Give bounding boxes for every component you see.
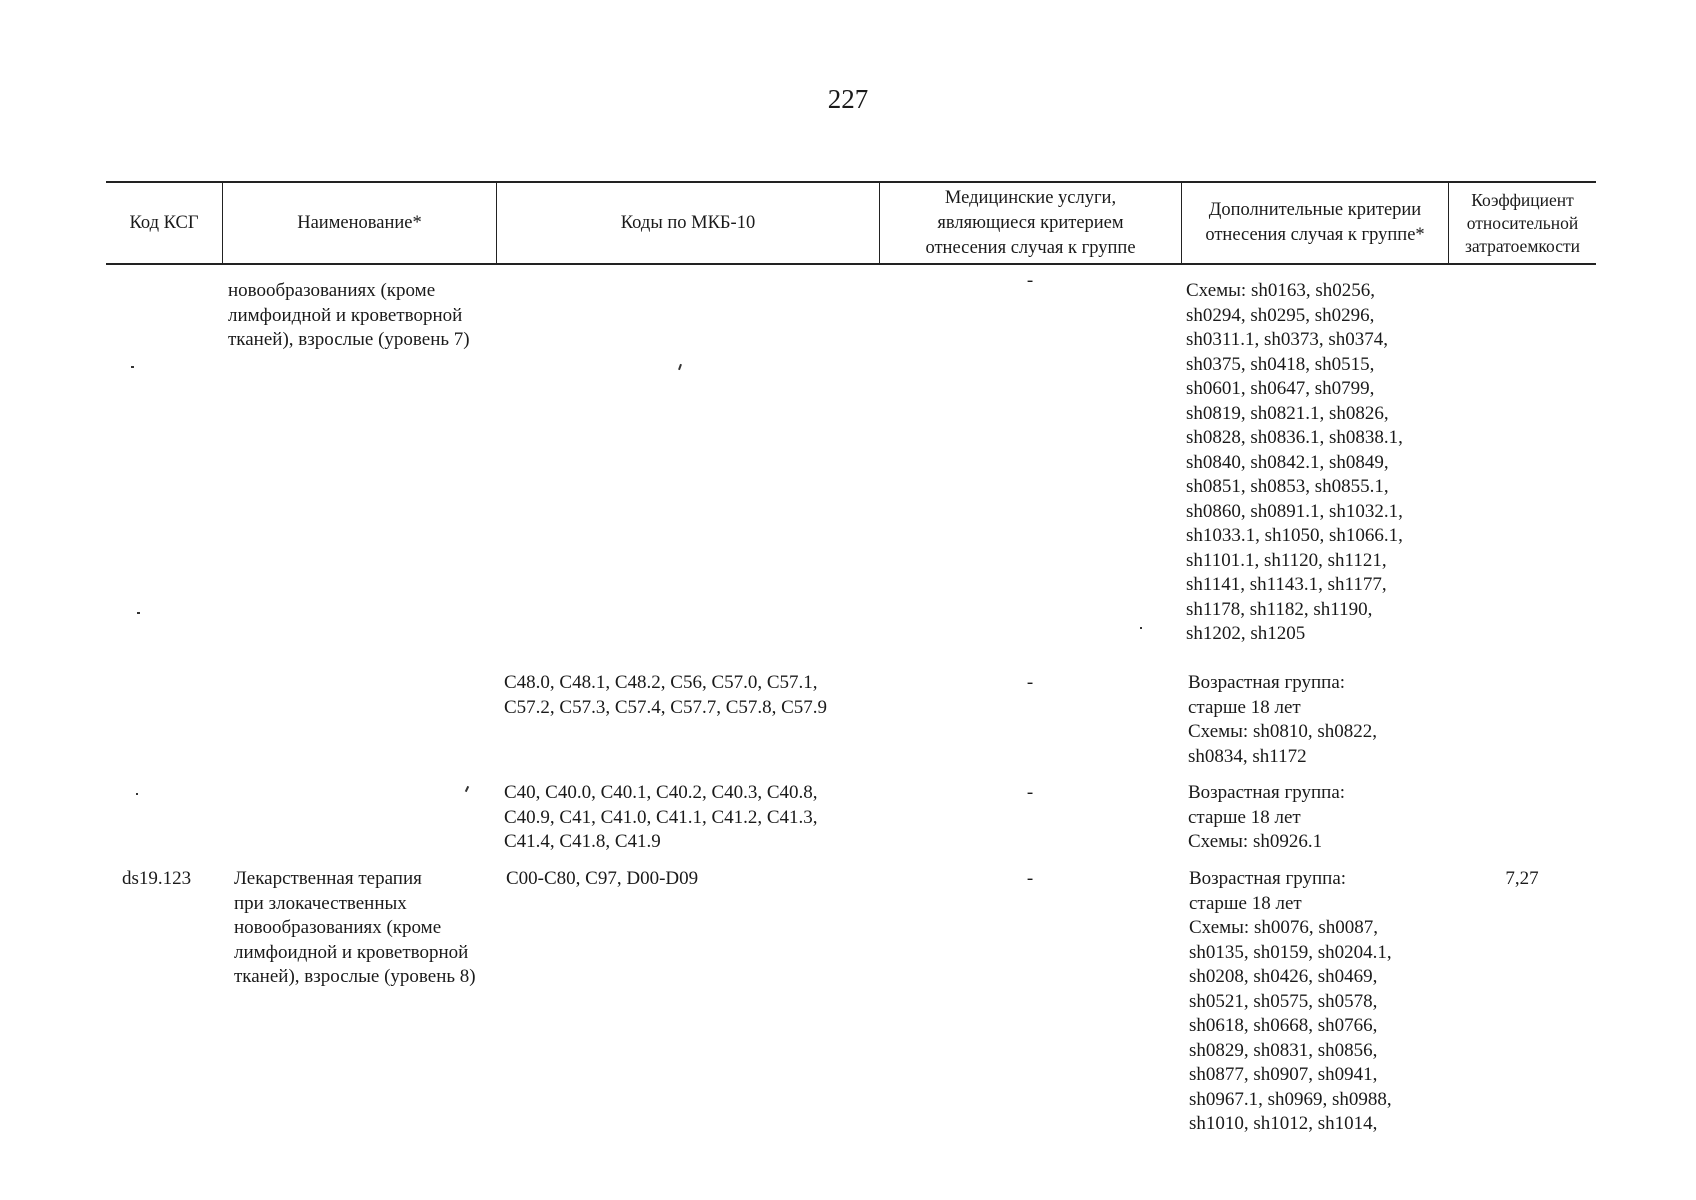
- header-coefficient: Коэффициент относительной затратоемкости: [1448, 183, 1596, 263]
- header-criteria: Дополнительные критерии отнесения случая к группе*: [1181, 183, 1448, 263]
- table-row: [106, 867, 1596, 1137]
- row-code: ds19.123: [122, 868, 192, 889]
- scan-speck: [131, 366, 134, 368]
- row-services: -: [1026, 868, 1034, 889]
- scan-speck: [136, 793, 138, 795]
- row-criteria: Возрастная группа: старше 18 лет Схемы: sh0926.1: [1188, 782, 1346, 852]
- row-criteria: Возрастная группа: старше 18 лет Схемы: sh0810, sh0822, sh0834, sh1172: [1188, 672, 1377, 767]
- header-name: Наименование*: [222, 183, 496, 263]
- table-header: [106, 181, 1596, 265]
- row-name: новообразованиях (кроме лимфоидной и кроветворной тканей), взрослые (уровень 7): [228, 280, 470, 350]
- scan-speck: [137, 612, 140, 614]
- table-row: [106, 781, 1596, 867]
- scan-speck: [1140, 627, 1142, 629]
- row-services: -: [1026, 672, 1034, 693]
- table-body: [106, 270, 1596, 1137]
- row-criteria: Схемы: sh0163, sh0256, sh0294, sh0295, sh0296, sh0311.1, sh0373, sh0374, sh0375, sh0418, sh0515, sh0601, sh0647, sh0799, sh0819, sh0821.1, sh0826, sh0828, sh0836.1, sh0838.1, sh0840, sh0842.1, sh0849, sh0851, sh0853, sh0855.1, sh0860, sh0891.1, sh1032.1, sh1033.1, sh1050, sh1066.1, sh1101.1, sh1120, sh1121, sh1141, sh1143.1, sh1177, sh1178, sh1182, sh1190, sh1202, sh1205: [1186, 280, 1403, 644]
- row-services: -: [1026, 270, 1034, 291]
- header-services: Медицинские услуги, являющиеся критерием отнесения случая к группе: [879, 183, 1181, 263]
- row-mkb: C48.0, C48.1, C48.2, C56, C57.0, C57.1, C57.2, C57.3, C57.4, C57.7, C57.8, C57.9: [504, 672, 828, 718]
- table-row: [106, 671, 1596, 781]
- row-mkb: C40, C40.0, C40.1, C40.2, C40.3, C40.8, C40.9, C41, C41.0, C41.1, C41.2, C41.3, C41.4, C41.8, C41.9: [504, 782, 818, 852]
- row-criteria: Возрастная группа: старше 18 лет Схемы: sh0076, sh0087, sh0135, sh0159, sh0204.1, sh0208, sh0426, sh0469, sh0521, sh0575, sh0578, sh0618, sh0668, sh0766, sh0829, sh0831, sh0856, sh0877, sh0907, sh0941, sh0967.1, sh0969, sh0988, sh1010, sh1012, sh1014,: [1189, 868, 1392, 1134]
- header-mkb: Коды по МКБ-10: [496, 183, 879, 263]
- row-name: Лекарственная терапия при злокачественных новообразованиях (кроме лимфоидной и кроветворной тканей), взрослые (уровень 8): [234, 868, 476, 987]
- header-code: Код КСГ: [129, 212, 199, 233]
- row-mkb: C00-C80, C97, D00-D09: [506, 868, 699, 889]
- table-row: [106, 270, 1596, 671]
- row-services: -: [1026, 782, 1034, 803]
- page-number: 227: [827, 84, 869, 114]
- row-coefficient: 7,27: [1505, 868, 1539, 889]
- ksg-table: [106, 181, 1596, 1137]
